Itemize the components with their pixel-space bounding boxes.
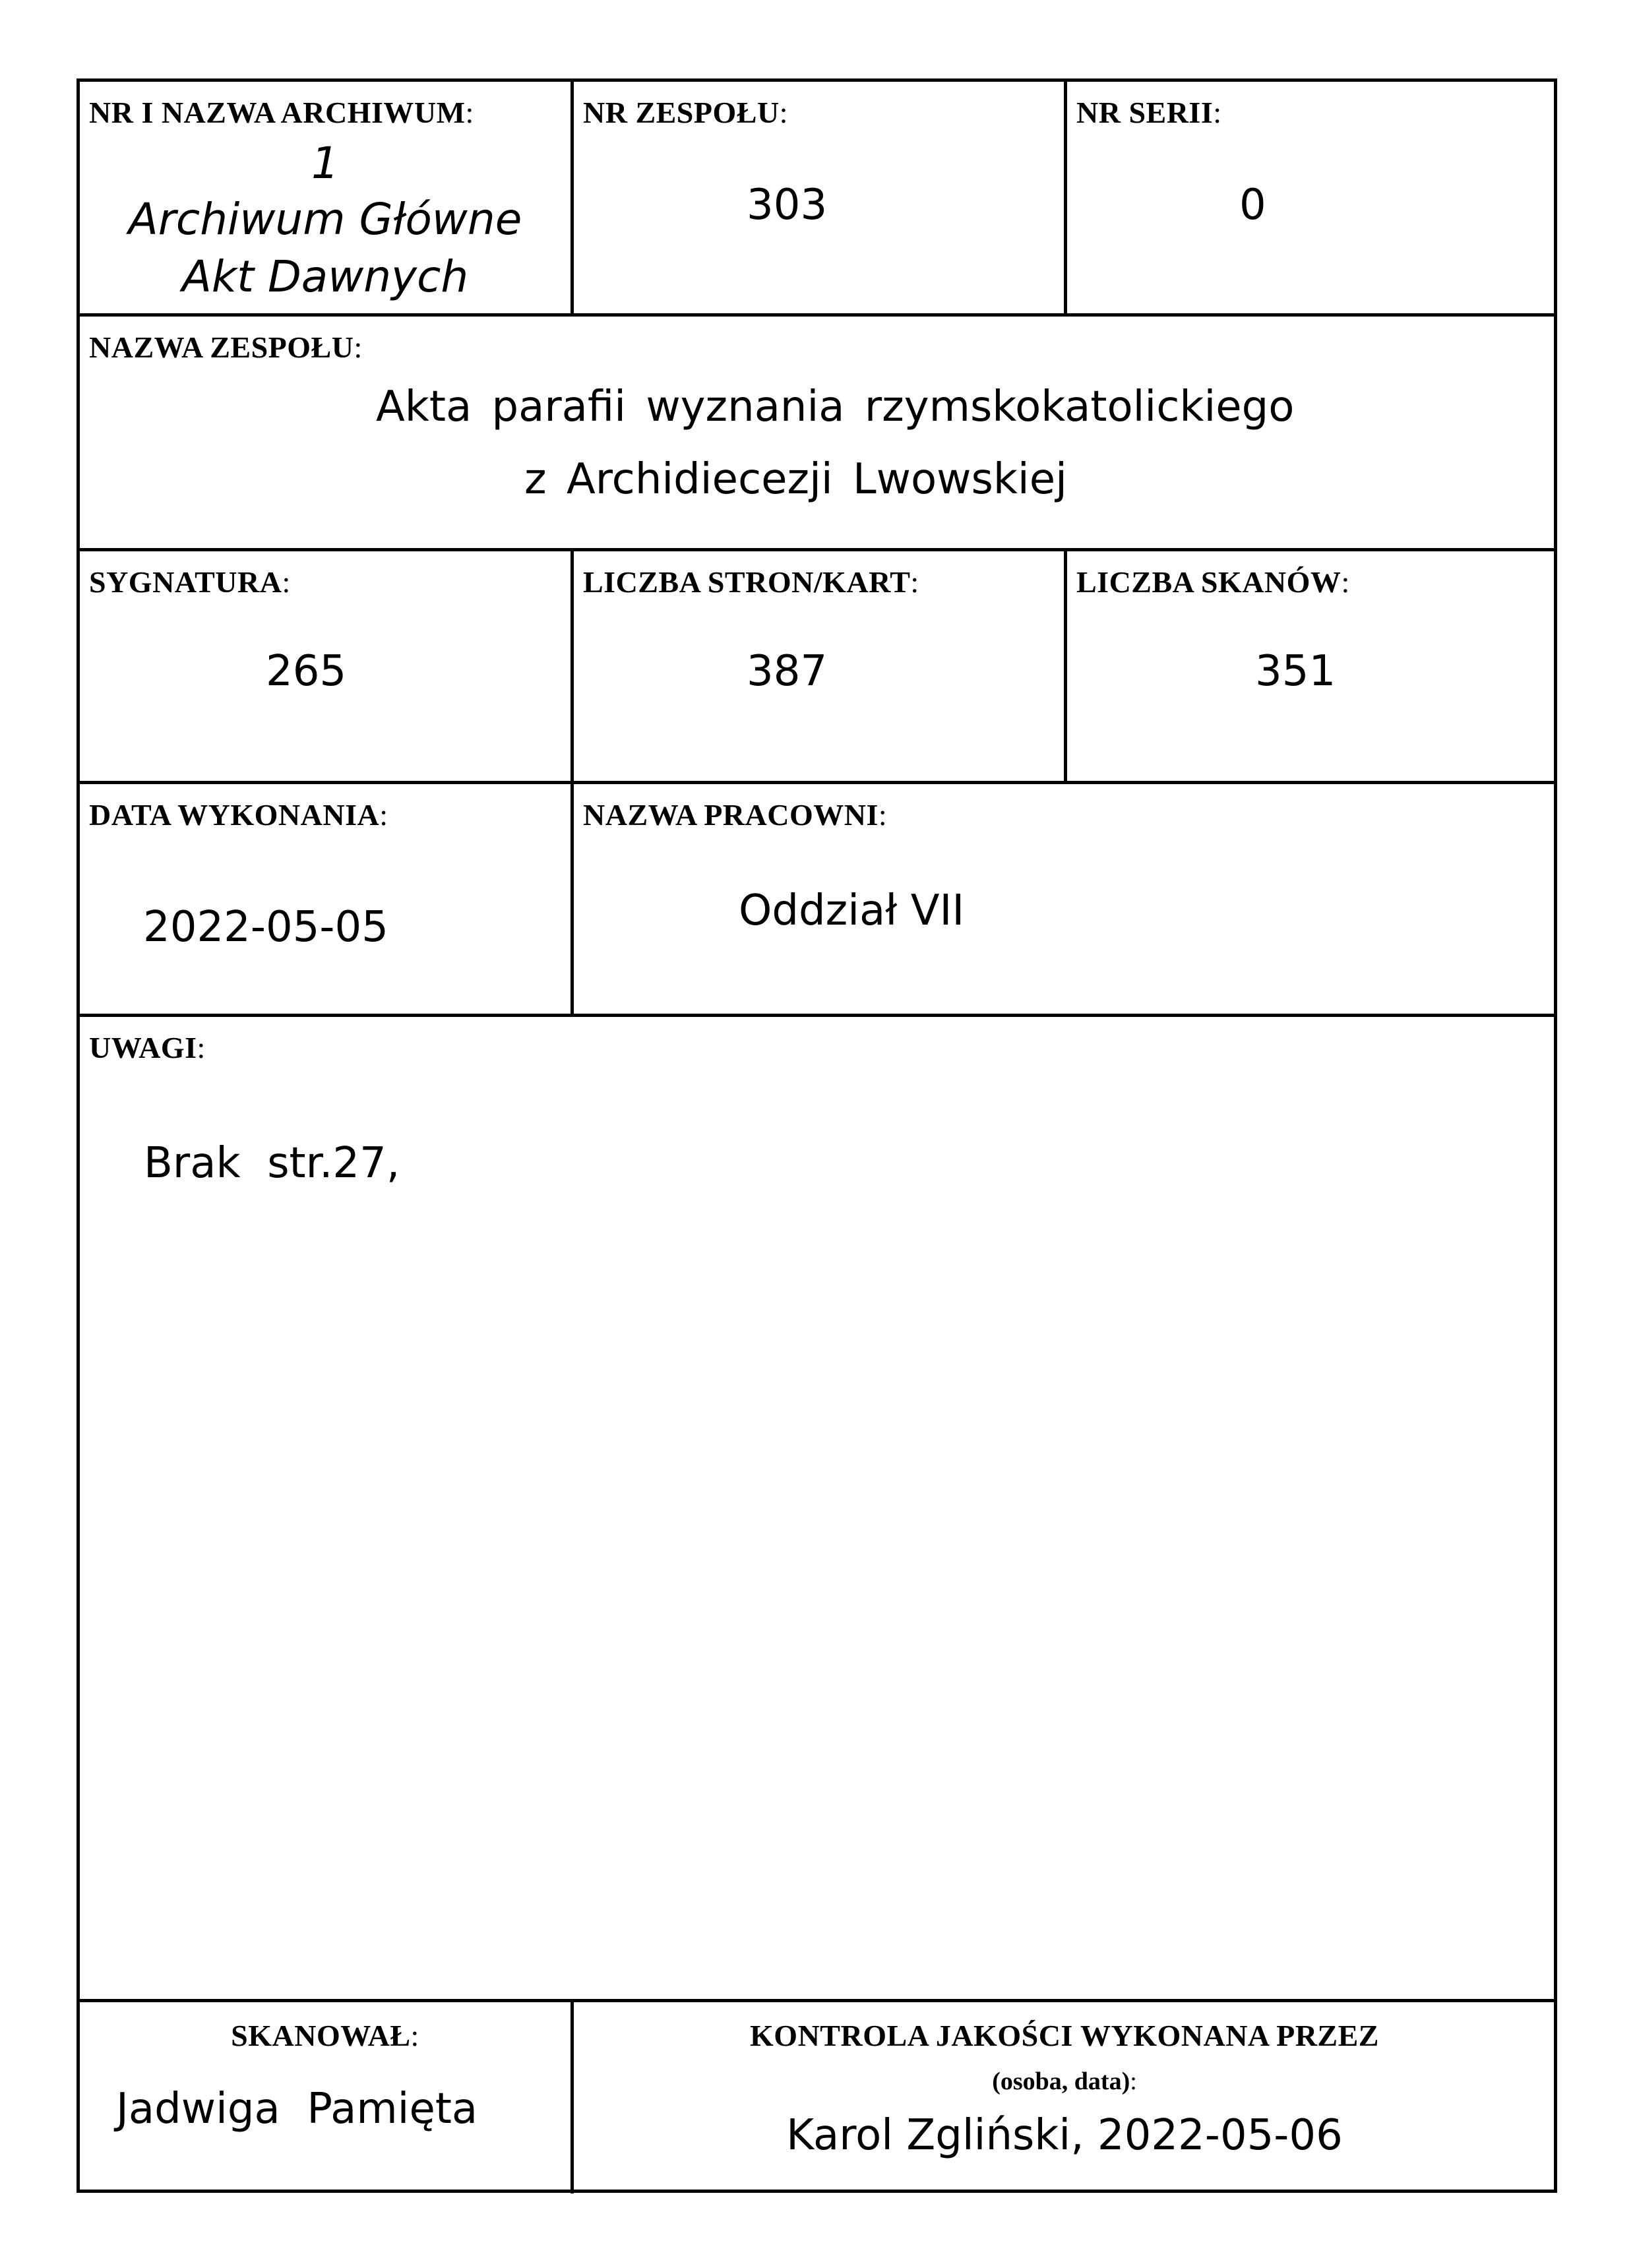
signature-cell [80,551,571,781]
workshop-value: Oddział VII [739,886,965,935]
date-value: 2022-05-05 [143,903,388,952]
archive-number: 1 [311,138,339,189]
series-number-label: NR SERII: [1076,96,1222,129]
remarks-cell [80,1017,1554,1999]
date-label: DATA WYKONANIA: [89,798,388,832]
fonds-number-label: NR ZESPOŁU: [583,96,788,129]
scanned-by-value: Jadwiga Pamięta [116,2085,478,2133]
archive-name-line1: Archiwum Główne [128,194,522,245]
fonds-name-line2: z Archidiecezji Lwowskiej [524,455,1067,504]
quality-control-cell [574,2002,1555,2193]
archive-cell [80,82,571,313]
remarks-value: Brak str.27, [144,1139,400,1188]
quality-control-label: KONTROLA JAKOŚCI WYKONANA PRZEZ [750,2019,1379,2052]
scans-cell [1067,551,1555,781]
archive-label: NR I NAZWA ARCHIWUM: [89,96,474,129]
fonds-number-cell [574,82,1064,313]
fonds-name-label: NAZWA ZESPOŁU: [89,330,363,364]
fonds-name-line1: Akta parafii wyznania rzymskokatolickiego [376,383,1295,431]
scanned-by-cell [80,2002,571,2193]
archive-name-line2: Akt Dawnych [181,251,469,302]
fonds-name-cell [80,317,1554,548]
signature-value: 265 [266,647,347,696]
quality-control-value: Karol Zgliński, 2022-05-06 [786,2111,1343,2160]
archive-metadata-form [77,78,1557,2193]
scanned-by-label: SKANOWAŁ: [231,2019,419,2052]
series-number-cell [1067,82,1555,313]
workshop-label: NAZWA PRACOWNI: [583,798,888,832]
series-number-value: 0 [1239,181,1266,230]
pages-label: LICZBA STRON/KART: [583,565,919,599]
fonds-number-value: 303 [747,181,828,230]
remarks-label: UWAGI: [89,1031,206,1064]
workshop-cell [574,784,1555,1014]
signature-label: SYGNATURA: [89,565,291,599]
pages-value: 387 [747,647,828,696]
scans-label: LICZBA SKANÓW: [1076,565,1350,599]
date-cell [80,784,571,1014]
quality-control-sublabel: (osoba, data): [992,2068,1137,2095]
scans-value: 351 [1255,647,1336,696]
pages-cell [574,551,1064,781]
